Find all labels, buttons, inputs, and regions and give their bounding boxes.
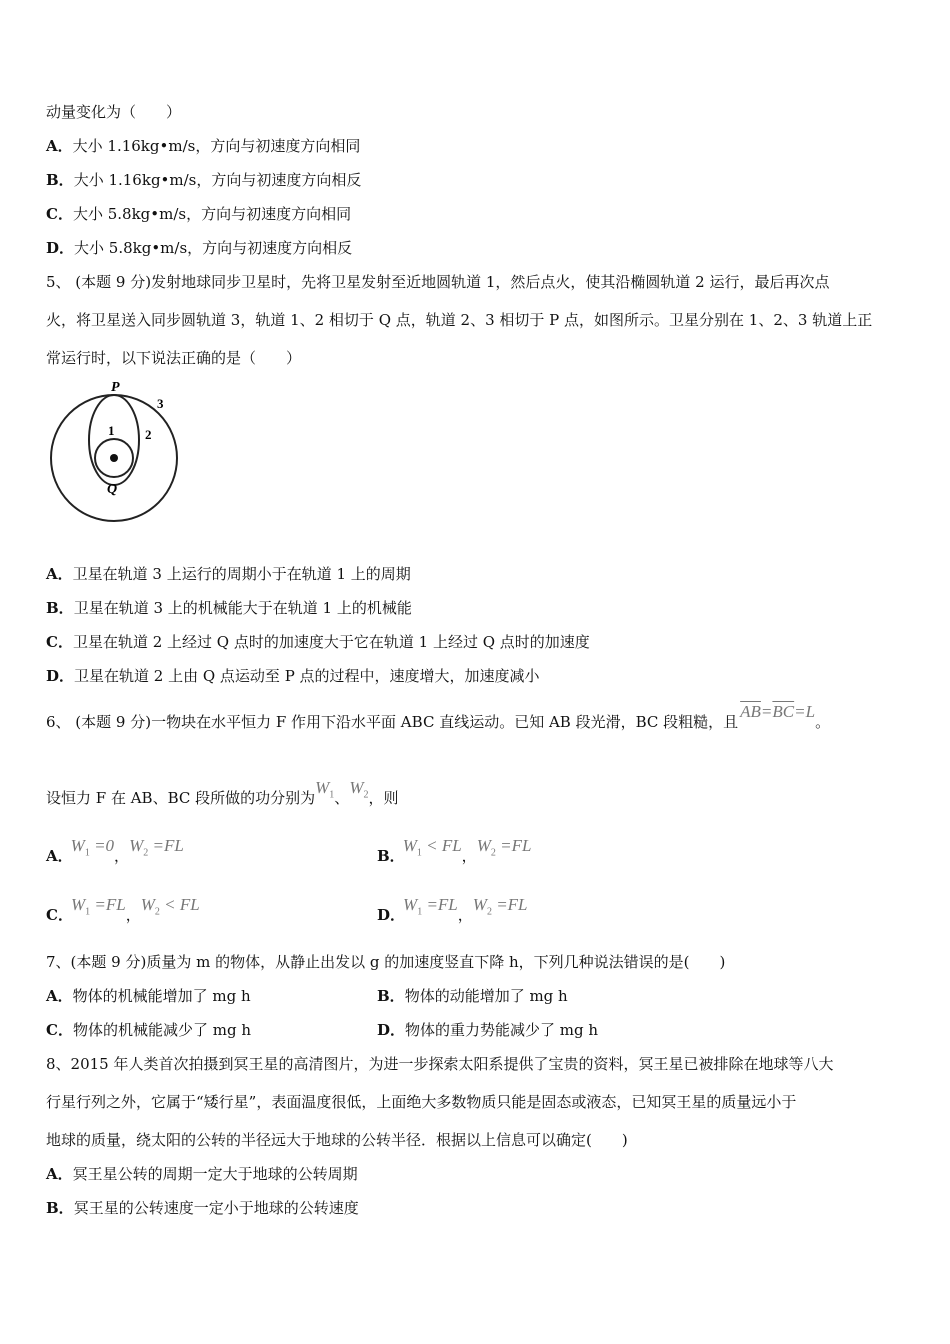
label-p: P [111,380,120,395]
option-text: 物体的机械能减少了 mg h [72,1021,251,1039]
option-label: C． [46,633,73,651]
option-label: D． [46,667,75,685]
q6-equation [740,702,815,721]
q7-option-d [377,1020,598,1040]
label-orbit-1: 1 [108,423,115,438]
option-math-2: $W_2 =FL$ [472,895,528,918]
option-text: 物体的重力势能减少了 mg h [405,1021,599,1039]
option-text: 冥王星的公转速度一定小于地球的公转速度 [73,1199,359,1217]
comma: ， [114,847,130,865]
option-text: 卫星在轨道 2 上由 Q 点运动至 P 点的过程中，速度增大，加速度减小 [74,667,540,685]
q6-period: 。 [815,713,831,731]
option-text: 大小 5.8kg•m/s，方向与初速度方向相同 [72,205,352,223]
q8-stem-line-2: 行星行列之外，它属于“矮行星”，表面温度很低，上面绝大多数物质只能是固态或液态，已知冥王星的质量远小于 [46,1093,797,1111]
option-label: B． [377,847,405,865]
q5-stem-line-2: 火，将卫星送入同步圆轨道 3，轨道 1、2 相切于 Q 点，轨道 2、3 相切于 P 点，如图所示。卫星分别在 1、2、3 轨道上正 [46,311,873,329]
option-label: A． [46,137,73,155]
option-text: 物体的机械能增加了 mg h [72,987,251,1005]
q6-stem-text-2: 设恒力 F 在 AB、BC 段所做的功分别为 [46,789,316,807]
option-label: B． [46,1199,74,1217]
q5-stem-line-3: 常运行时，以下说法正确的是（ ） [46,349,302,367]
q4-option-a [46,136,360,156]
option-label: A． [46,1165,73,1183]
q8-stem-line-3: 地球的质量，绕太阳的公转的半径远大于地球的公转半径．根据以上信息可以确定( ) [46,1131,628,1149]
q6-stem-line-2 [46,778,399,815]
q5-stem-line-1: 5、 (本题 9 分)发射地球同步卫星时，先将卫星发射至近地圆轨道 1，然后点火，使其沿椭圆轨道 2 运行，最后再次点 [46,273,830,291]
q6-stem-line-1 [46,702,831,732]
option-math-2: $W_2 =FL$ [476,836,532,859]
q6-stem-text: 6、 (本题 9 分)一物块在水平恒力 F 作用下沿水平面 ABC 直线运动。已知 AB 段光滑，BC 段粗糙，且 [46,713,739,731]
option-label: C． [46,906,73,924]
option-math-1: $W_1 =FL$ [403,895,458,918]
comma: ， [461,847,477,865]
q7-stem: 7、(本题 9 分)质量为 m 的物体，从静止出发以 g 的加速度竖直下降 h，下列几种说法错误的是( ) [46,953,726,971]
option-math-1: $W_1$ < FL [402,836,462,859]
q7-option-b [377,986,568,1006]
q8-option-b [46,1198,359,1218]
comma: ， [457,906,473,924]
q7-option-a [46,986,251,1006]
q6-option-a [46,836,184,873]
option-text: 大小 1.16kg•m/s，方向与初速度方向相同 [72,137,361,155]
option-label: D． [46,239,75,257]
q6-separator: 、 [334,789,350,807]
equals-l: =L [794,702,816,721]
q4-option-b [46,170,361,190]
equals: = [760,702,773,721]
q7-option-c [46,1020,251,1040]
label-orbit-3: 3 [157,396,164,411]
q5-option-a [46,564,411,584]
option-math-2: $W_2$ < FL [140,895,200,918]
q6-option-d [377,895,528,932]
option-label: B． [46,171,74,189]
option-label: D． [377,1021,406,1039]
option-label: D． [377,906,406,924]
q6-w1: $W_1$ [315,778,335,801]
q4-stem-tail: 动量变化为（ ） [46,103,182,121]
option-label: A． [46,847,73,865]
q6-option-c [46,895,200,932]
q8-option-a [46,1164,358,1184]
q4-option-c [46,204,351,224]
orbit-diagram [45,378,185,528]
option-math-1: $W_1 =0$ [70,836,115,859]
option-text: 冥王星公转的周期一定大于地球的公转周期 [72,1165,358,1183]
option-math-1: $W_1 =FL$ [70,895,126,918]
q5-option-d [46,666,540,686]
option-label: B． [46,599,74,617]
option-text: 大小 1.16kg•m/s，方向与初速度方向相反 [73,171,362,189]
label-q: Q [107,482,118,497]
segment-bc: $\overline{BC}$ [772,702,795,721]
option-text: 卫星在轨道 3 上运行的周期小于在轨道 1 上的周期 [72,565,411,583]
q4-option-d [46,238,352,258]
option-text: 物体的动能增加了 mg h [404,987,568,1005]
option-text: 卫星在轨道 3 上的机械能大于在轨道 1 上的机械能 [73,599,412,617]
q6-option-b [377,836,532,873]
option-text: 卫星在轨道 2 上经过 Q 点时的加速度大于它在轨道 1 上经过 Q 点时的加速度 [72,633,590,651]
option-text: 大小 5.8kg•m/s，方向与初速度方向相反 [74,239,353,257]
q6-then: ，则 [368,789,399,807]
option-label: A． [46,565,73,583]
option-label: C． [46,205,73,223]
q6-w2: $W_2$ [349,778,369,801]
earth-dot [110,454,118,462]
option-label: A． [46,987,73,1005]
q5-option-b [46,598,412,618]
q8-stem-line-1: 8、2015 年人类首次拍摄到冥王星的高清图片，为进一步探索太阳系提供了宝贵的资料，冥王星已被排除在地球等八大 [46,1055,834,1073]
label-orbit-2: 2 [145,427,152,442]
comma: ， [125,906,141,924]
option-label: C． [46,1021,73,1039]
q5-option-c [46,632,590,652]
option-math-2: $W_2 =FL$ [129,836,184,859]
option-label: B． [377,987,405,1005]
segment-ab: $\overline{AB}$ [740,702,761,721]
